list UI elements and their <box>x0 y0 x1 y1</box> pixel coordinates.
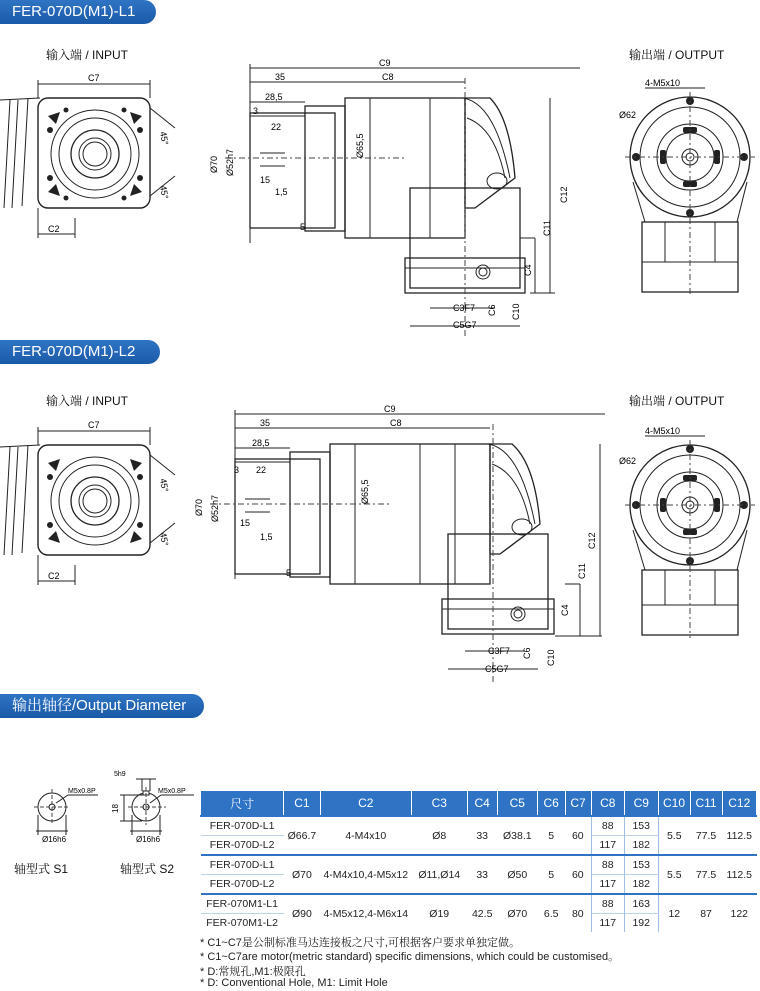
header-c3: C3 <box>411 791 467 817</box>
shaft-s2-label: 轴型式 S2 <box>120 862 175 876</box>
header-c8: C8 <box>591 791 624 817</box>
input-label-l2: 输入端 / INPUT <box>46 394 129 408</box>
dim-15-label-l1: 15 <box>260 175 271 185</box>
shaft-s1-label: 轴型式 S1 <box>14 862 69 876</box>
model-cell: FER-070D-L1 <box>201 855 284 875</box>
input-view-drawing-l1 <box>0 68 200 243</box>
dia-70-label-l1: Ø70 <box>209 155 219 173</box>
c10-cell: 5.5 <box>658 816 690 855</box>
s1-thread-label: M5x0.8P <box>68 788 96 795</box>
dim-285-label-l1: 28,5 <box>265 92 283 102</box>
output-label-l1: 输出端 / OUTPUT <box>629 48 725 62</box>
c8-cell: 117 <box>591 914 624 933</box>
c4-cell: 42.5 <box>467 894 497 932</box>
header-c4: C4 <box>467 791 497 817</box>
output-view-drawing-l1 <box>615 72 760 297</box>
c10-label-l2: C10 <box>546 649 556 666</box>
c4-label-l2: C4 <box>560 604 570 616</box>
dim-15b-label-l2: 1,5 <box>260 532 273 542</box>
angle-label-b-l2: 45° <box>158 531 171 547</box>
table-row <box>201 855 757 875</box>
dim-15b-label-l1: 1,5 <box>275 187 288 197</box>
c4-label-l1: C4 <box>523 264 533 276</box>
c8-cell: 88 <box>591 855 624 875</box>
header-c11: C11 <box>690 791 722 817</box>
header-c2: C2 <box>320 791 411 817</box>
c1-cell: Ø90 <box>284 894 320 932</box>
dia-62-label-l1: Ø62 <box>619 110 637 120</box>
c7-cell: 60 <box>565 816 591 855</box>
c2-cell: 4-M4x10 <box>320 816 411 855</box>
c2-label-l1: C2 <box>48 224 60 234</box>
model-cell: FER-070D-L2 <box>201 836 284 856</box>
output-label-l2: 输出端 / OUTPUT <box>629 394 725 408</box>
c5-label-l1: C5G7 <box>453 320 477 330</box>
table-row <box>201 816 757 836</box>
angle-label-a-l2: 45° <box>158 477 171 493</box>
note-line: * C1~C7是公制标准马达连接板之尺寸,可根据客户要求单独定做。 <box>200 937 520 949</box>
c12-label-l1: C12 <box>559 186 569 203</box>
s1-dia-label: Ø16h6 <box>42 835 67 844</box>
c3-label-l1: C3F7 <box>453 303 476 313</box>
dim-35-label-l1: 35 <box>275 72 286 82</box>
note-line: * D: Conventional Hole, M1: Limit Hole <box>200 977 388 989</box>
header-c12: C12 <box>722 791 756 817</box>
c4-cell: 33 <box>467 816 497 855</box>
c9-cell: 182 <box>624 875 658 895</box>
c6-cell: 5 <box>537 855 565 894</box>
model-cell: FER-070D-L1 <box>201 816 284 836</box>
c3-cell: Ø8 <box>411 816 467 855</box>
model-cell: FER-070M1-L2 <box>201 914 284 933</box>
dim-5-label-l2: 5 <box>286 568 292 578</box>
c7-label-l2: C7 <box>88 420 100 430</box>
dim-5-label-l1: 5 <box>300 222 306 232</box>
dia-655-label-l1: Ø65,5 <box>355 133 365 158</box>
c3-cell: Ø11,Ø14 <box>411 855 467 894</box>
c5-cell: Ø70 <box>497 894 537 932</box>
c12-cell: 122 <box>722 894 756 932</box>
output-view-drawing-l2 <box>615 420 760 640</box>
dia-655-label-l2: Ø65,5 <box>360 479 370 504</box>
c9-cell: 192 <box>624 914 658 933</box>
section-title-output-diameter: 输出轴径/Output Diameter <box>0 694 204 718</box>
c5-cell: Ø38.1 <box>497 816 537 855</box>
c12-cell: 112.5 <box>722 855 756 894</box>
c4-cell: 33 <box>467 855 497 894</box>
c3-label-l2: C3F7 <box>488 646 511 656</box>
c5-label-l2: C5G7 <box>485 664 509 674</box>
c9-label-l2: C9 <box>384 404 396 414</box>
dia-52-label-l2: Ø52h7 <box>210 494 220 522</box>
side-view-drawing-l1 <box>205 58 590 343</box>
dia-70-label-l2: Ø70 <box>194 498 204 516</box>
header-c1: C1 <box>284 791 320 817</box>
dim-15-label-l2: 15 <box>240 518 251 528</box>
header-c10: C10 <box>658 791 690 817</box>
m5-label-l2: 4-M5x10 <box>645 426 681 436</box>
c2-cell: 4-M5x12,4-M6x14 <box>320 894 411 932</box>
c7-cell: 60 <box>565 855 591 894</box>
c2-cell: 4-M4x10,4-M5x12 <box>320 855 411 894</box>
c6-label-l1: C6 <box>487 304 497 316</box>
c10-cell: 12 <box>658 894 690 932</box>
c8-cell: 117 <box>591 836 624 856</box>
note-line: * C1~C7are motor(metric standard) specific dimensions, which could be customised。 <box>200 951 620 963</box>
header-size: 尺寸 <box>201 791 284 817</box>
header-c6: C6 <box>537 791 565 817</box>
c11-label-l2: C11 <box>577 563 587 579</box>
c9-cell: 182 <box>624 836 658 856</box>
table-row <box>201 894 757 914</box>
header-c9: C9 <box>624 791 658 817</box>
dia-52-label-l1: Ø52h7 <box>225 148 235 176</box>
shaft-s2-drawing <box>106 767 196 845</box>
c9-cell: 163 <box>624 894 658 914</box>
c1-cell: Ø66.7 <box>284 816 320 855</box>
dim-22-label-l1: 22 <box>271 122 282 132</box>
dim-3-label-l1: 3 <box>253 106 259 116</box>
section-title-l2: FER-070D(M1)-L2 <box>0 340 160 364</box>
c8-label-l1: C8 <box>382 72 394 82</box>
c6-label-l2: C6 <box>522 647 532 659</box>
c6-cell: 6.5 <box>537 894 565 932</box>
c8-label-l2: C8 <box>390 418 402 428</box>
s2-dia-label: Ø16h6 <box>136 835 161 844</box>
c5-cell: Ø50 <box>497 855 537 894</box>
c9-cell: 153 <box>624 855 658 875</box>
model-cell: FER-070M1-L1 <box>201 894 284 914</box>
c10-label-l1: C10 <box>511 303 521 320</box>
c7-label-l1: C7 <box>88 73 100 83</box>
dim-22-label-l2: 22 <box>256 465 267 475</box>
header-c5: C5 <box>497 791 537 817</box>
side-view-drawing-l2 <box>190 404 610 684</box>
c11-cell: 77.5 <box>690 816 722 855</box>
model-cell: FER-070D-L2 <box>201 875 284 895</box>
angle-label-a-l1: 45° <box>158 130 171 146</box>
c6-cell: 5 <box>537 816 565 855</box>
c10-cell: 5.5 <box>658 855 690 894</box>
dim-3-label-l2: 3 <box>234 465 240 475</box>
dim-35-label-l2: 35 <box>260 418 271 428</box>
c8-cell: 88 <box>591 894 624 914</box>
header-c7: C7 <box>565 791 591 817</box>
note-line: * D:常规孔,M1:极限孔 <box>200 966 306 978</box>
input-view-drawing-l2 <box>0 415 200 590</box>
table-header-row <box>201 791 757 817</box>
c2-label-l2: C2 <box>48 571 60 581</box>
c12-cell: 112.5 <box>722 816 756 855</box>
c1-cell: Ø70 <box>284 855 320 894</box>
c9-cell: 153 <box>624 816 658 836</box>
section-title-l1: FER-070D(M1)-L1 <box>0 0 156 24</box>
spec-table <box>200 790 757 932</box>
s2-height-label: 18 <box>111 804 120 813</box>
c11-label-l1: C11 <box>542 220 552 236</box>
c7-cell: 80 <box>565 894 591 932</box>
shaft-s1-drawing <box>28 785 103 845</box>
s2-thread-label: M5x0.8P <box>158 788 186 795</box>
dim-285-label-l2: 28,5 <box>252 438 270 448</box>
angle-label-b-l1: 45° <box>158 184 171 200</box>
c12-label-l2: C12 <box>587 532 597 549</box>
c9-label-l1: C9 <box>379 58 391 68</box>
dia-62-label-l2: Ø62 <box>619 456 637 466</box>
c8-cell: 117 <box>591 875 624 895</box>
c11-cell: 77.5 <box>690 855 722 894</box>
s2-key-label: 5h9 <box>114 771 126 778</box>
m5-label-l1: 4-M5x10 <box>645 78 681 88</box>
c11-cell: 87 <box>690 894 722 932</box>
input-label-l1: 输入端 / INPUT <box>46 48 129 62</box>
c3-cell: Ø19 <box>411 894 467 932</box>
c8-cell: 88 <box>591 816 624 836</box>
